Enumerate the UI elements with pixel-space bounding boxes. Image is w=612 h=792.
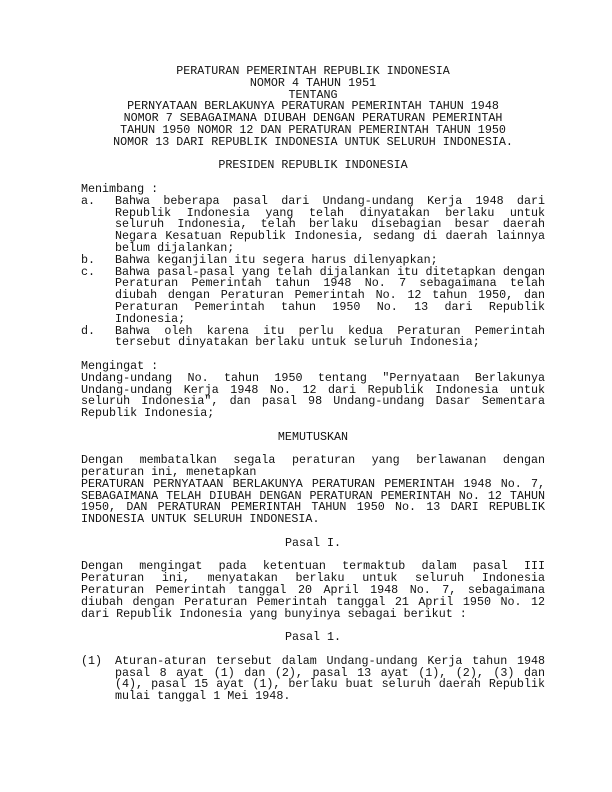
menimbang-item-text-line: Bahwa pasal-pasal yang telah dijalankan itu ditetapkan dengan xyxy=(115,264,545,279)
pasal-1-item-label: (1) xyxy=(81,653,103,668)
pasal-I-paragraph-line: diubah dengan Peraturan Pemerintah tanggal 21 April 1950 No. 12 xyxy=(81,594,545,609)
pasal-1-item-text-line: pasal 8 ayat (1) dan (2), pasal 13 ayat (1), (2), (3) dan xyxy=(115,665,545,680)
pasal-I-paragraph xyxy=(81,561,545,620)
menimbang-item-text-line: Negara Kesatuan Republik Indonesia, sedang di daerah lainnya xyxy=(115,229,545,244)
menimbang-item-text xyxy=(115,193,545,255)
menimbang-item xyxy=(81,193,545,255)
mengingat-paragraph-line: Undang-undang No. tahun 1950 tentang "Pernyataan Berlakunya xyxy=(81,370,545,385)
menimbang-item-text-line: tersebut dinyatakan berlaku untuk seluruh Indonesia; xyxy=(115,335,480,350)
menimbang-item-text-line: Republik Indonesia yang telah dinyatakan berlaku untuk xyxy=(115,205,545,220)
menimbang-item-text-line: Peraturan Pemerintah tahun 1948 No. 7 sebagaimana telah xyxy=(115,276,545,291)
menimbang-item xyxy=(81,323,545,350)
menimbang-item-text-line: seluruh Indonesia, telah berlaku disebagian besar daerah xyxy=(115,217,545,232)
pasal-1-heading: Pasal 1. xyxy=(284,630,342,645)
memutuskan-intro xyxy=(81,455,545,479)
menimbang-item-label: c. xyxy=(81,264,96,279)
menimbang-item-text-line: Bahwa oleh karena itu perlu kedua Peraturan Pemerintah xyxy=(115,323,545,338)
pasal-I-paragraph-line: dari Republik Indonesia yang bunyinya sebagai berikut : xyxy=(81,606,467,621)
memutuskan-decision-line: SEBAGAIMANA TELAH DIUBAH DENGAN PERATURAN PEMERINTAH No. 12 TAHUN xyxy=(81,488,545,503)
pasal-1-item-text xyxy=(115,653,545,704)
memutuskan-decision xyxy=(81,476,545,527)
menimbang-item xyxy=(81,264,545,326)
memutuskan-intro-line: peraturan ini, menetapkan xyxy=(81,465,257,480)
pasal-1-item-text-line: Aturan-aturan tersebut dalam Undang-undang Kerja tahun 1948 xyxy=(115,653,545,668)
title-line: NOMOR 4 TAHUN 1951 xyxy=(249,75,377,90)
menimbang-item-text-line: Bahwa beberapa pasal dari Undang-undang Kerja 1948 dari xyxy=(115,193,545,208)
pasal-1-item-body xyxy=(115,653,545,704)
menimbang-item-body xyxy=(115,193,545,255)
mengingat-paragraph-line: Republik Indonesia; xyxy=(81,406,215,421)
memutuskan-decision-line: 1950, DAN PERATURAN PEMERINTAH TAHUN 1950 No. 13 DARI REPUBLIK xyxy=(81,500,545,515)
president-heading: PRESIDEN REPUBLIK INDONESIA xyxy=(218,158,408,173)
pasal-I-paragraph-line: Peraturan Pemerintah tanggal 20 April 1948 No. 7, sebagaimana xyxy=(81,583,545,598)
pasal-I-paragraph-line: Dengan mengingat pada ketentuan termaktub dalam pasal III xyxy=(81,559,545,574)
mengingat-paragraph-line: seluruh Indonesia", dan pasal 98 Undang-undang Dasar Sementara xyxy=(81,394,545,409)
menimbang-item-text-line: Peraturan Pemerintah tahun 1950 No. 13 dari Republik xyxy=(115,299,545,314)
memutuskan-intro-line: Dengan membatalkan segala peraturan yang berlawanan dengan xyxy=(81,453,545,468)
menimbang-item-text-line: Bahwa keganjilan itu segera harus dilenyapkan; xyxy=(115,252,438,267)
mengingat-paragraph xyxy=(81,370,545,421)
title-line: PERATURAN PEMERINTAH REPUBLIK INDONESIA xyxy=(176,64,450,78)
menimbang-item-text xyxy=(115,323,545,350)
menimbang-item-label: a. xyxy=(81,193,96,208)
menimbang-item-text xyxy=(115,264,545,326)
title-line: PERNYATAAN BERLAKUNYA PERATURAN PEMERINTAH TAHUN 1948 xyxy=(127,99,499,114)
menimbang-item-label: b. xyxy=(81,252,96,267)
pasal-I-heading: Pasal I. xyxy=(284,535,342,550)
document-page xyxy=(81,66,545,703)
memutuskan-decision-line: INDONESIA UNTUK SELURUH INDONESIA. xyxy=(81,512,320,527)
mengingat-heading: Mengingat : xyxy=(81,358,159,373)
mengingat-paragraph-line: Undang-undang Kerja 1948 No. 12 dari Republik Indonesia untuk xyxy=(81,382,545,397)
menimbang-item-body xyxy=(115,264,545,326)
menimbang-item-text-line: Indonesia; xyxy=(115,311,186,326)
memutuskan-heading: MEMUTUSKAN xyxy=(277,429,349,444)
title-line: TAHUN 1950 NOMOR 12 DAN PERATURAN PEMERINTAH TAHUN 1950 xyxy=(120,122,506,137)
menimbang-heading: Menimbang : xyxy=(81,181,159,196)
pasal-I-paragraph-line: Peraturan ini, menyatakan berlaku untuk seluruh Indonesia xyxy=(81,571,545,586)
pasal-1-item xyxy=(81,653,545,704)
title-line: TENTANG xyxy=(288,87,338,102)
menimbang-item-label: d. xyxy=(81,323,96,338)
menimbang-item-text-line: diubah dengan Peraturan Pemerintah No. 12 tahun 1950, dan xyxy=(115,288,545,303)
pasal-1-item-text-line: (4), pasal 15 ayat (1), berlaku buat seluruh daerah Republik xyxy=(115,677,545,692)
memutuskan-decision-line: PERATURAN PERNYATAAN BERLAKUNYA PERATURAN PEMERINTAH 1948 No. 7, xyxy=(81,476,545,491)
menimbang-item-body xyxy=(115,323,545,350)
title-line: NOMOR 7 SEBAGAIMANA DIUBAH DENGAN PERATURAN PEMERINTAH xyxy=(123,111,503,126)
menimbang-item-text-line: belum dijalankan; xyxy=(115,240,235,255)
title-line: NOMOR 13 DARI REPUBLIK INDONESIA UNTUK SELURUH INDONESIA. xyxy=(113,134,513,149)
pasal-1-item-text-line: mulai tanggal 1 Mei 1948. xyxy=(115,689,291,704)
